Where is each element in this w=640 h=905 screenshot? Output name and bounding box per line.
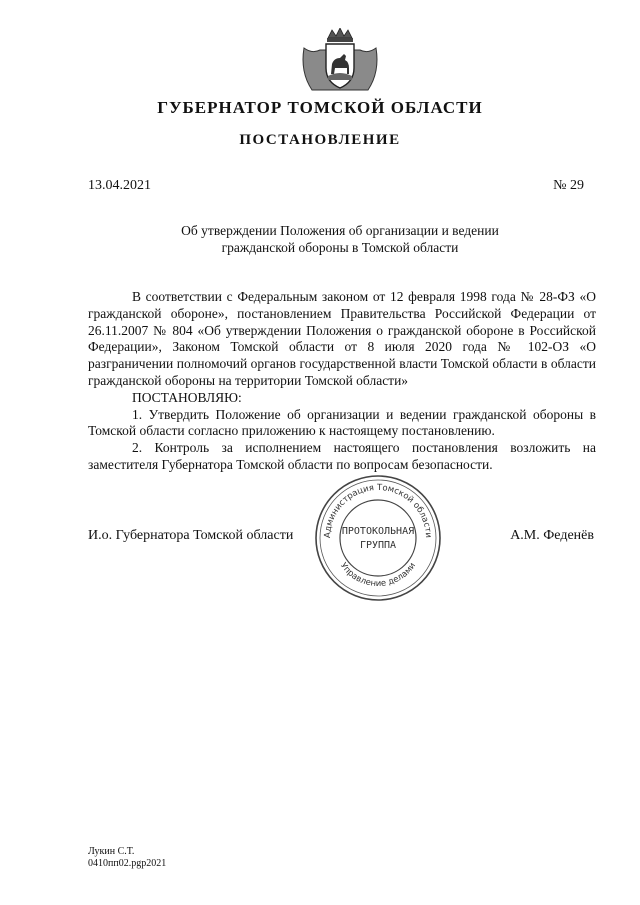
resolve-heading: ПОСТАНОВЛЯЮ: [132,389,242,405]
item-2-paragraph: 2. Контроль за исполнением настоящего постановления возложить на заместителя Губернатора Томской области по вопросам безопасности. [88,440,596,472]
coat-of-arms-emblem [298,28,382,94]
stamp-ring-bottom-text: Управление делами [337,560,419,590]
document-subject [150,222,530,256]
document-date: 13.04.2021 [88,178,151,193]
document-number: № 29 [553,178,584,193]
stamp-center-line-2: ГРУППА [359,540,397,551]
svg-text:Управление делами [338,561,418,589]
subject-line-2: гражданской обороны в Томской области [221,240,459,255]
preamble-paragraph: В соответствии с Федеральным законом от 12 февраля 1998 года № 28-ФЗ «О гражданской обороне», постановлением Правительства Российской Федерации от 26.11.2007 № 804 «Об утверждении Положения о гражданской обороне в Российской Федерации», Законом Томской области от 8 июля 2020 года № 102-ОЗ «О разграничении полномочий органов государственной власти Томской области в области гражданской обороны на территории Томской области» [88,289,596,388]
official-stamp [312,472,444,604]
issuer-title: ГУБЕРНАТОР ТОМСКОЙ ОБЛАСТИ [157,98,483,117]
document-body [88,289,596,474]
stamp-ring-top-text: Администрация Томской области [322,482,434,539]
item-1-paragraph: 1. Утвердить Положение об организации и ведении гражданской обороны в Томской области согласно приложению к настоящему постановлению. [88,406,596,439]
footer [88,846,166,870]
signatory-position: И.о. Губернатора Томской области [88,528,294,543]
document-type: ПОСТАНОВЛЕНИЕ [239,132,401,148]
subject-line-1: Об утверждении Положения об организации и ведении [181,223,499,238]
file-code: 0410пп02.pgp2021 [88,858,167,869]
stamp-center-line-1: ПРОТОКОЛЬНАЯ [341,526,415,537]
signatory-name: А.М. Феденёв [510,528,594,543]
author-name: Лукин С.Т. [88,846,135,857]
